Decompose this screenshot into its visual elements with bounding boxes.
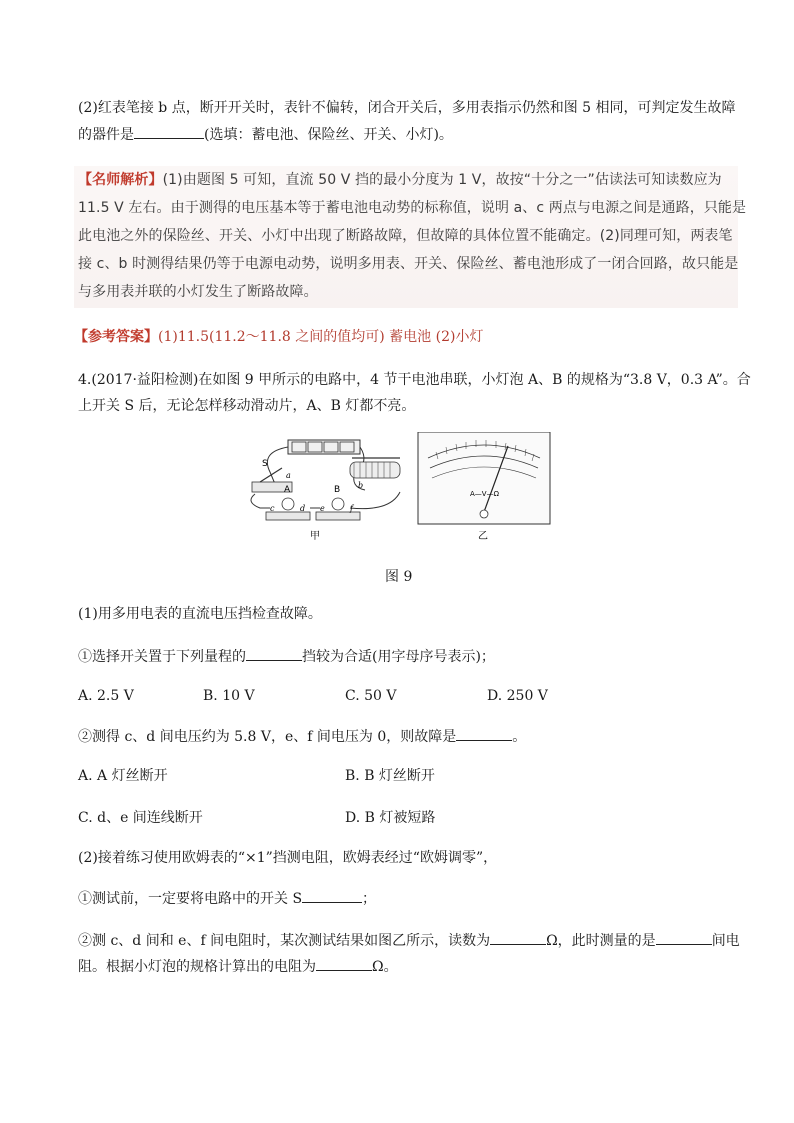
answer-line xyxy=(74,327,483,347)
option-b-lamp-b-open: B. B 灯丝断开 xyxy=(345,768,435,784)
q3-part2-line1: (2)红表笔接 b 点，断开开关时，表针不偏转，闭合开关后，多用表指示仍然和图 5 相同，可判定发生故障 xyxy=(78,100,736,116)
q4-part2-q2 xyxy=(78,930,740,951)
label-s: S xyxy=(262,459,268,469)
q4-part1-q1-prefix: ①选择开关置于下列量程的 xyxy=(78,649,246,665)
analysis-line4: 接 c、b 时测得结果仍等于电源电动势，说明多用表、开关、保险丝、蓄电池形成了一闭合回路，故只能是 xyxy=(78,256,739,272)
q4-part2-q2-suffix: 间电 xyxy=(711,933,740,949)
label-lamp-a: A xyxy=(284,485,291,495)
q4-part2-q3-suffix: Ω。 xyxy=(372,959,398,975)
battery-pack xyxy=(288,440,360,454)
multimeter xyxy=(418,432,550,542)
q4-part2-q3-prefix: 阻。根据小灯泡的规格计算出的电阻为 xyxy=(78,959,316,975)
q4-part2-q1 xyxy=(78,888,376,909)
answer-blank[interactable] xyxy=(490,930,546,945)
option-d-lamp-b-short: D. B 灯被短路 xyxy=(345,810,436,826)
q4-part2-q1-suffix: ； xyxy=(362,891,377,907)
q4-part1-title: (1)用多用电表的直流电压挡检查故障。 xyxy=(78,606,322,622)
answer-text: (1)11.5(11.2～11.8 之间的值均可) 蓄电池 (2)小灯 xyxy=(158,329,484,345)
option-c-de-wire-open: C. d、e 间连线断开 xyxy=(78,810,203,826)
option-a-lamp-a-open: A. A 灯丝断开 xyxy=(78,768,168,784)
label-d: d xyxy=(300,504,306,513)
answer-tag: 【参考答案】 xyxy=(74,329,158,345)
label-a: a xyxy=(286,471,291,480)
q4-part1-q2-prefix: ②测得 c、d 间电压约为 5.8 V，e、f 间电压为 0，则故障是 xyxy=(78,729,457,745)
q3-part2-line2 xyxy=(78,124,453,145)
figure-9 xyxy=(240,432,560,548)
option-a-2.5v: A. 2.5 V xyxy=(78,688,134,704)
option-b-10v: B. 10 V xyxy=(203,688,255,704)
answer-blank[interactable] xyxy=(246,646,302,661)
q3-part2-suffix: (选填：蓄电池、保险丝、开关、小灯)。 xyxy=(204,127,453,143)
answer-blank[interactable] xyxy=(456,726,512,741)
label-yi: 乙 xyxy=(478,531,488,542)
analysis-line3: 此电池之外的保险丝、开关、小灯中出现了断路故障，但故障的具体位置不能确定。(2)同理可知，两表笔 xyxy=(78,228,733,244)
q4-part1-q1 xyxy=(78,646,495,667)
analysis-tag: 【名师解析】 xyxy=(78,172,163,188)
option-d-250v: D. 250 V xyxy=(487,688,548,704)
answer-blank[interactable] xyxy=(302,888,362,903)
label-b: b xyxy=(358,481,364,490)
analysis-line1 xyxy=(78,170,722,190)
q4-part1-q1-suffix: 挡较为合适(用字母序号表示)； xyxy=(302,649,495,665)
q4-part1-q2 xyxy=(78,726,526,747)
q3-part2-prefix: 的器件是 xyxy=(78,127,134,143)
q4-line2: 上开关 S 后，无论怎样移动滑动片，A、B 灯都不亮。 xyxy=(78,398,416,414)
rheostat xyxy=(350,458,400,490)
answer-blank[interactable] xyxy=(656,930,712,945)
analysis-text1: (1)由题图 5 可知，直流 50 V 挡的最小分度为 1 V，故按“十分之一”估读法可知读数应为 xyxy=(162,172,722,188)
label-jia: 甲 xyxy=(310,531,320,542)
label-e: e xyxy=(320,504,325,513)
label-f: f xyxy=(350,504,353,513)
lamp-b xyxy=(316,485,360,520)
label-c: c xyxy=(270,504,275,513)
label-lamp-b: B xyxy=(334,485,341,495)
circuit-and-meter-figure xyxy=(240,432,560,544)
answer-blank[interactable] xyxy=(316,956,372,971)
q4-part2-q3 xyxy=(78,956,398,977)
analysis-line5: 与多用表并联的小灯发生了断路故障。 xyxy=(78,284,318,300)
meter-mode-label: A—V—Ω xyxy=(470,490,499,498)
q4-part2-q2-mid: Ω，此时测量的是 xyxy=(546,933,656,949)
q4-part2-q1-prefix: ①测试前，一定要将电路中的开关 S xyxy=(78,891,303,907)
option-c-50v: C. 50 V xyxy=(345,688,397,704)
q4-part2-q2-prefix: ②测 c、d 间和 e、f 间电阻时，某次测试结果如图乙所示，读数为 xyxy=(78,933,491,949)
q4-part1-q2-suffix: 。 xyxy=(512,729,527,745)
analysis-line2: 11.5 V 左右。由于测得的电压基本等于蓄电池电动势的标称值，说明 a、c 两点与电源之间是通路，只能是 xyxy=(78,200,747,216)
answer-blank[interactable] xyxy=(134,124,204,139)
q4-line1: 4.(2017·益阳检测)在如图 9 甲所示的电路中，4 节干电池串联，小灯泡 A、B 的规格为“3.8 V，0.3 A”。合 xyxy=(78,372,751,388)
q4-part2-title: (2)接着练习使用欧姆表的“×1”挡测电阻，欧姆表经过“欧姆调零”， xyxy=(78,850,498,866)
figure-caption: 图 9 xyxy=(385,569,413,585)
